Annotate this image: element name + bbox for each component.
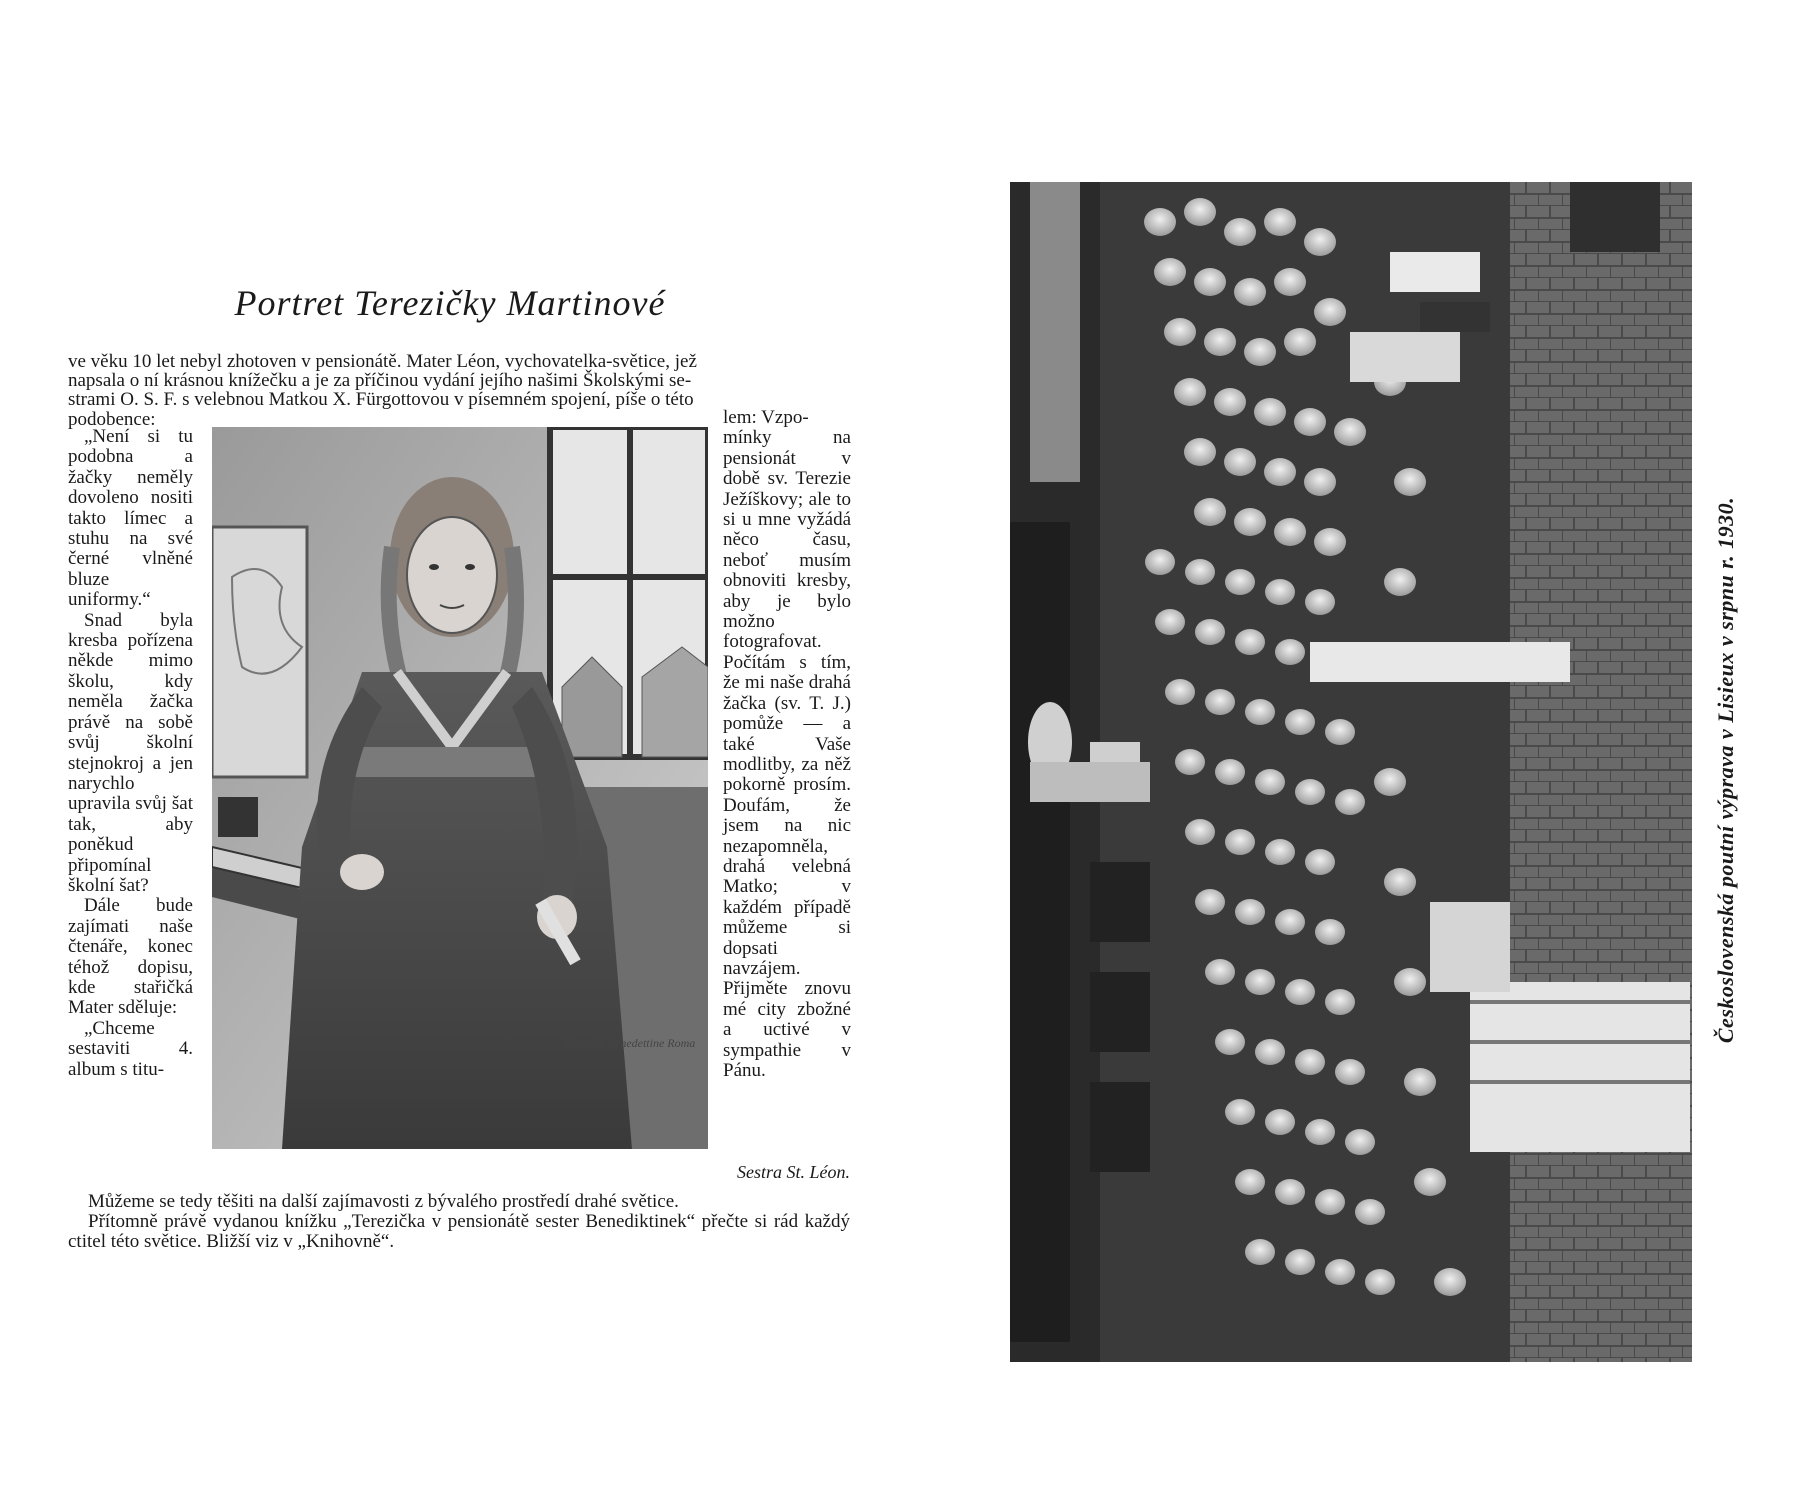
column-paragraph: mínky na pensionát v době sv. Terezie Ježíškovy; ale to si u mne vyžádá něco času, neboť musím obnoviti kresby, aby je bylo možno fotografovat. Počítám s tím, že mi naše drahá žačka (sv. T. J.) pomůže — a také Vaše modlitby, za něž pokorně prosím. Doufám, že jsem na nic nezapomněla, drahá velebná Matko; v každém případě můžeme si dopsati navzájem. Přijměte znovu mé city zbožné a uctivé v sympathie v Pánu. xyxy=(723,427,851,1081)
intro-line: ve věku 10 let nebyl zhotoven v pensionátě. Mater Léon, vychovatelka-světice, jež xyxy=(68,351,697,372)
column-paragraph: „Není si tu podobna a žačky neměly dovoleno nositi takto límec a stuhu na své černé vlněné bluze uniformy.“ xyxy=(68,426,193,611)
portrait-illustration xyxy=(212,427,708,1149)
closing-paragraph: Přítomně právě vydanou knížku „Terezička v pensionátě sester Benediktinek“ přečte si rád každý ctitel této světice. Bližší viz v „Knihovně“. xyxy=(68,1211,850,1252)
closing-paragraph: Můžeme se tedy těšiti na další zajímavosti z bývalého prostředí drahé světice. xyxy=(88,1191,679,1212)
column-paragraph: Dále bude zajímati naše čtenáře, konec téhož dopisu, kde stařičká Mater sděluje: xyxy=(68,895,193,1019)
column-paragraph: Snad byla kresba pořízena někde mimo školu, kdy neměla žačka právě na sobě svůj školní stejnokroj a jen narychlo upravila svůj šat tak, aby poněkud připomínal školní šat? xyxy=(68,609,193,896)
column-paragraph: „Chceme sestaviti 4. album s titu- xyxy=(68,1017,193,1080)
split-line-right: lem: Vzpo- xyxy=(723,407,809,428)
group-photograph xyxy=(1010,182,1692,1362)
article-title: Portret Terezičky Martinové xyxy=(234,283,666,323)
article-closing xyxy=(68,1192,850,1252)
intro-line: napsala o ní krásnou knížečku a je za příčinou vydání jejího našimi Školskými se- xyxy=(68,370,692,391)
portrait-artist-signature: Allegrini Benedettine Roma xyxy=(562,1036,696,1050)
letter-signature: Sestra St. Léon. xyxy=(736,1162,850,1182)
right-text-column xyxy=(723,408,851,1081)
article-intro xyxy=(68,352,850,409)
left-text-column xyxy=(68,427,193,1080)
photo-caption-text: Československá poutní výprava v Lisieux v srpnu r. 1930. xyxy=(1713,496,1738,1044)
split-line-left: podobence: xyxy=(68,409,156,430)
intro-line: strami O. S. F. s velebnou Matkou X. Fürgottovou v písemném spojení, píše o této xyxy=(68,389,694,410)
photo-caption xyxy=(1713,496,1756,1044)
left-page xyxy=(0,0,900,1500)
